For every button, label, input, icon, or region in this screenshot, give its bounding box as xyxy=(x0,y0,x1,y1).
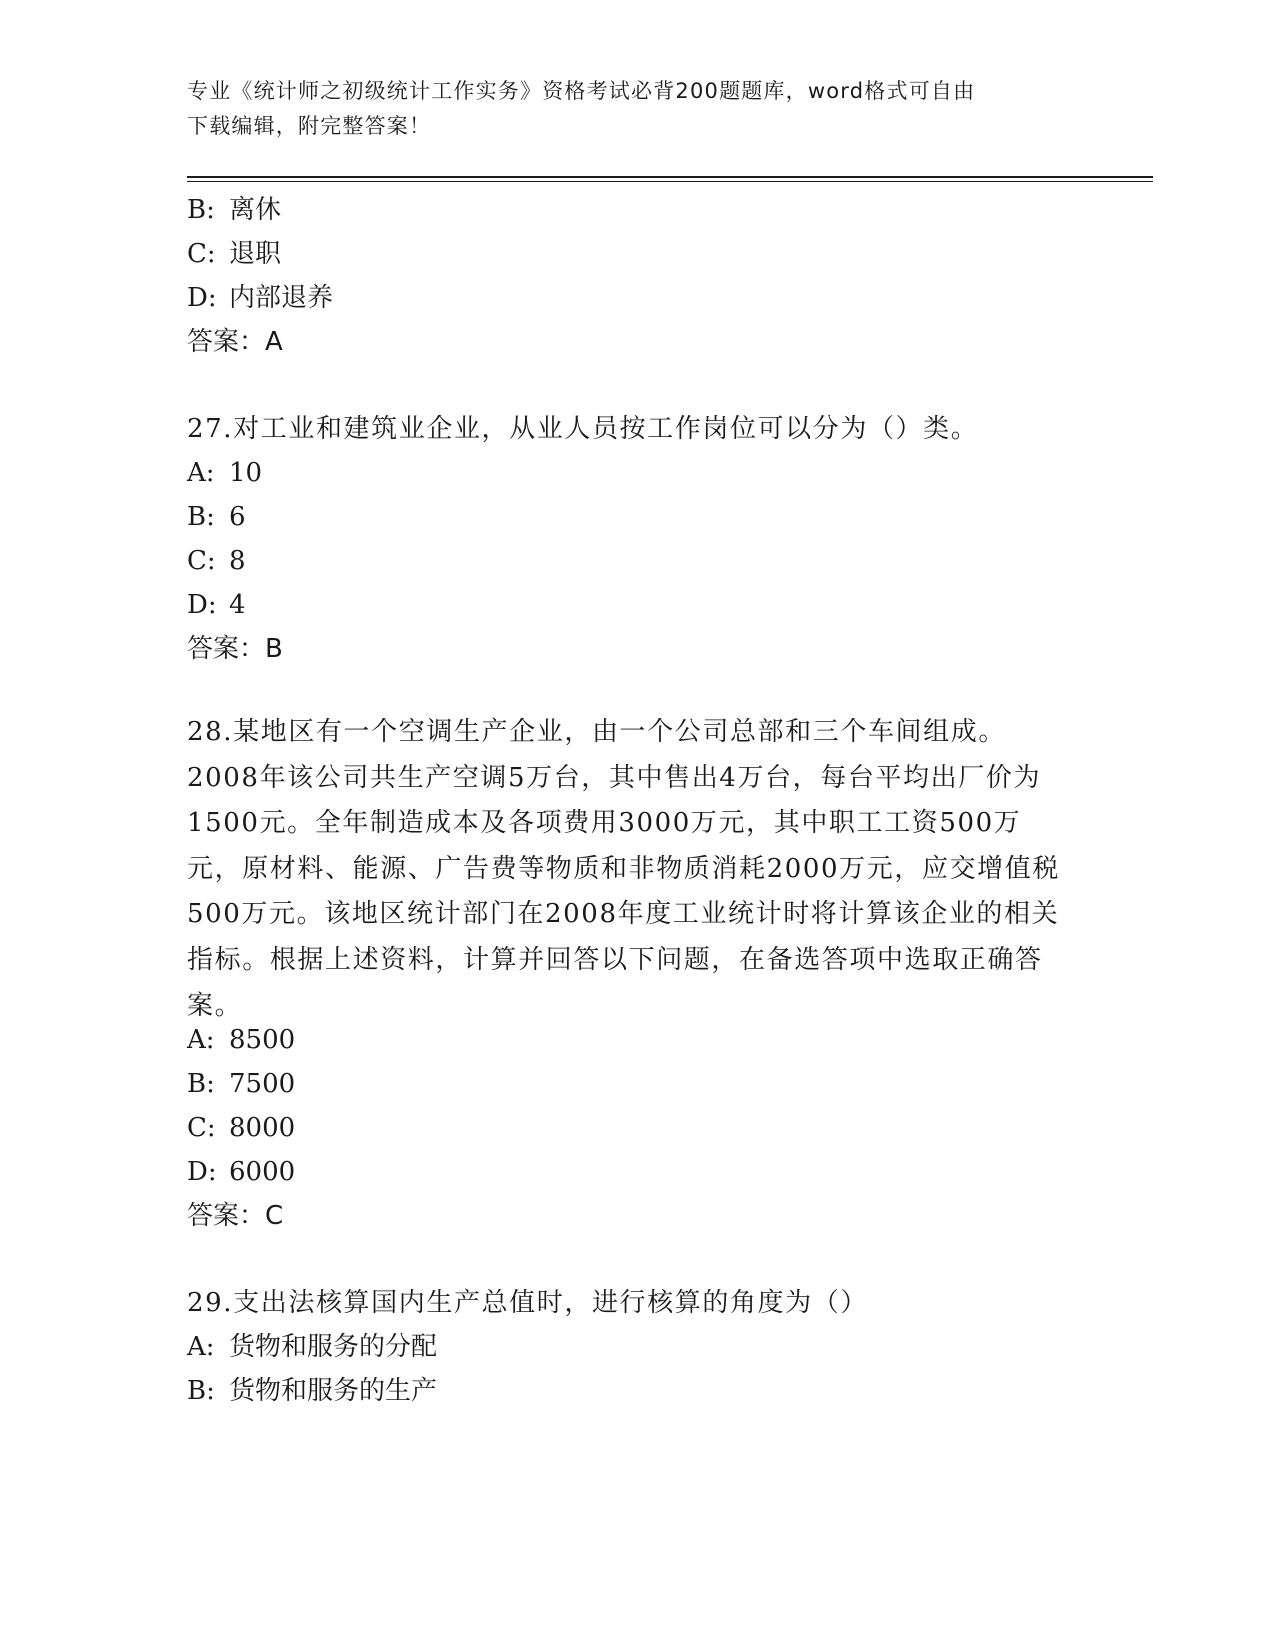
q27-stem: 27.对工业和建筑业企业，从业人员按工作岗位可以分为（）类。 xyxy=(187,414,979,444)
q28-option-a xyxy=(187,1024,295,1056)
q27-option-d xyxy=(187,589,246,621)
q27-answer: 答案：B xyxy=(187,634,283,664)
header-divider-thick xyxy=(187,176,1153,178)
q27-option-b xyxy=(187,501,246,533)
option-prefix: A: xyxy=(187,458,215,488)
option-prefix: B: xyxy=(187,1069,215,1099)
q29-option-b xyxy=(187,1375,437,1407)
option-text: 退职 xyxy=(229,239,282,269)
q27-option-a xyxy=(187,457,262,489)
option-text: 货物和服务的生产 xyxy=(229,1376,438,1406)
q26-option-d xyxy=(187,282,333,314)
q26-option-b xyxy=(187,194,281,226)
option-prefix: B: xyxy=(187,1376,215,1406)
q28-answer: 答案：C xyxy=(187,1201,284,1231)
q27-option-c xyxy=(187,545,246,577)
option-prefix: D: xyxy=(187,1157,217,1187)
q28-option-b xyxy=(187,1068,295,1100)
option-prefix: D: xyxy=(187,590,217,620)
q29-option-a xyxy=(187,1331,437,1363)
option-prefix: C: xyxy=(187,1113,216,1143)
option-prefix: C: xyxy=(187,546,216,576)
q26-answer: 答案：A xyxy=(187,327,283,357)
page-header xyxy=(187,74,1087,144)
option-text: 8500 xyxy=(229,1025,296,1055)
q28-option-d xyxy=(187,1156,295,1188)
option-text: 8000 xyxy=(229,1113,296,1143)
header-divider-thin xyxy=(187,181,1153,182)
option-prefix: C: xyxy=(187,239,216,269)
option-text: 10 xyxy=(229,458,263,488)
option-prefix: B: xyxy=(187,195,215,225)
option-text: 8 xyxy=(229,546,246,576)
option-text: 6 xyxy=(229,502,246,532)
option-prefix: A: xyxy=(187,1025,215,1055)
option-text: 4 xyxy=(229,590,246,620)
header-text-line-1: 专业《统计师之初级统计工作实务》资格考试必背200题题库，word格式可自由 xyxy=(187,79,976,103)
q26-option-c xyxy=(187,238,281,270)
q28-stem: 28.某地区有一个空调生产企业，由一个公司总部和三个车间组成。2008年该公司共生产空调5万台，其中售出4万台，每台平均出厂价为1500元。全年制造成本及各项费用3000万元，其中职工工资500万元，原材料、能源、广告费等物质和非物质消耗2000万元，应交增值税500万元。该地区统计部门在2008年度工业统计时将计算该企业的相关指标。根据上述资料，计算并回答以下问题，在备选答项中选取正确答案。 xyxy=(187,717,1060,1021)
option-prefix: B: xyxy=(187,502,215,532)
option-text: 离休 xyxy=(229,195,282,225)
option-text: 6000 xyxy=(229,1157,296,1187)
q28-option-c xyxy=(187,1112,295,1144)
q29-stem: 29.支出法核算国内生产总值时，进行核算的角度为（） xyxy=(187,1288,868,1318)
option-text: 7500 xyxy=(229,1069,296,1099)
option-text: 货物和服务的分配 xyxy=(229,1332,438,1362)
header-text-line-2: 下载编辑，附完整答案！ xyxy=(187,114,432,138)
option-prefix: A: xyxy=(187,1332,215,1362)
option-prefix: D: xyxy=(187,283,217,313)
option-text: 内部退养 xyxy=(229,283,334,313)
